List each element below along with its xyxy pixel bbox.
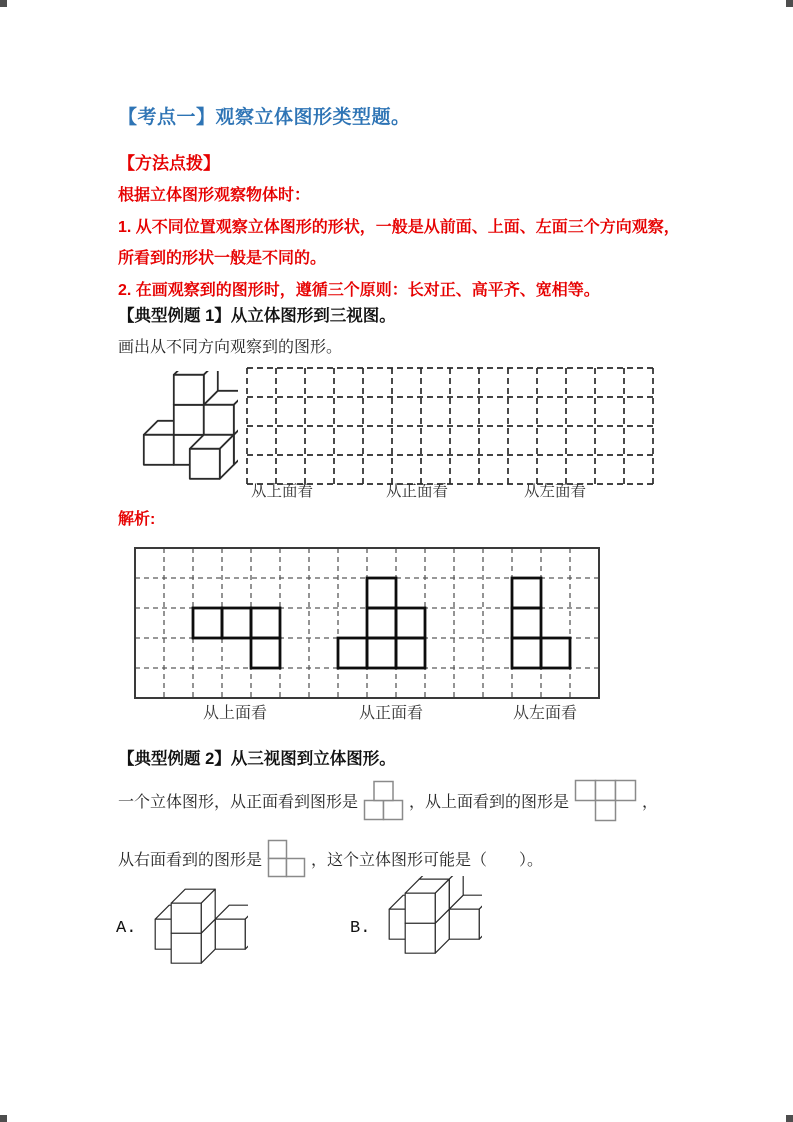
top-view-mini-shape: [574, 779, 637, 822]
method-tips-heading: 【方法点拨】: [118, 154, 220, 173]
question-text: ，从上面看到的图形是: [409, 793, 570, 811]
page-corner-mark: [786, 0, 793, 7]
example2-title: 【典型例题 2】从三视图到立体图形。: [118, 750, 396, 768]
example1-answer-grid: [245, 366, 655, 486]
solution-grid-figure: [133, 546, 601, 700]
page-corner-mark: [786, 1115, 793, 1122]
option-a-figure: [138, 886, 248, 966]
method-line: 2. 在画观察到的图形时，遵循三个原则：长对正、高平齐、宽相等。: [118, 281, 600, 299]
view-label-front: 从正面看: [385, 483, 449, 500]
solution-label-left: 从左面看: [512, 705, 578, 722]
page-corner-mark: [0, 1115, 7, 1122]
solution-label-top: 从上面看: [202, 705, 268, 722]
question-text: ，这个立体图形可能是（ ）。: [311, 851, 544, 869]
page-corner-mark: [0, 0, 7, 7]
option-a-label: A.: [116, 919, 137, 938]
question-text: ，: [642, 793, 659, 811]
section-heading: 【考点一】观察立体图形类型题。: [118, 107, 411, 128]
option-b-figure: [372, 876, 482, 956]
view-label-left: 从左面看: [523, 483, 587, 500]
view-label-top: 从上面看: [250, 483, 314, 500]
right-view-mini-shape: [267, 839, 306, 878]
example2-question-line1: [118, 772, 658, 828]
method-line: 1. 从不同位置观察立体图形的形状，一般是从前面、上面、左面三个方向观察，: [118, 218, 680, 236]
method-line: 根据立体图形观察物体时：: [118, 187, 311, 204]
method-line: 所看到的形状一般是不同的。: [118, 250, 327, 267]
example1-prompt: 画出从不同方向观察到的图形。: [118, 339, 343, 356]
solution-label-front: 从正面看: [358, 705, 424, 722]
example2-question-line2: [118, 836, 543, 880]
example1-title: 【典型例题 1】从立体图形到三视图。: [118, 307, 396, 325]
option-b-label: B.: [350, 919, 371, 938]
example1-solid-figure: [126, 371, 238, 483]
question-text: 一个立体图形，从正面看到图形是: [118, 793, 359, 811]
question-text: 从右面看到的图形是: [118, 851, 263, 869]
front-view-mini-shape: [363, 780, 404, 821]
solution-label: 解析:: [118, 511, 156, 528]
method-tips-text: [118, 180, 680, 306]
